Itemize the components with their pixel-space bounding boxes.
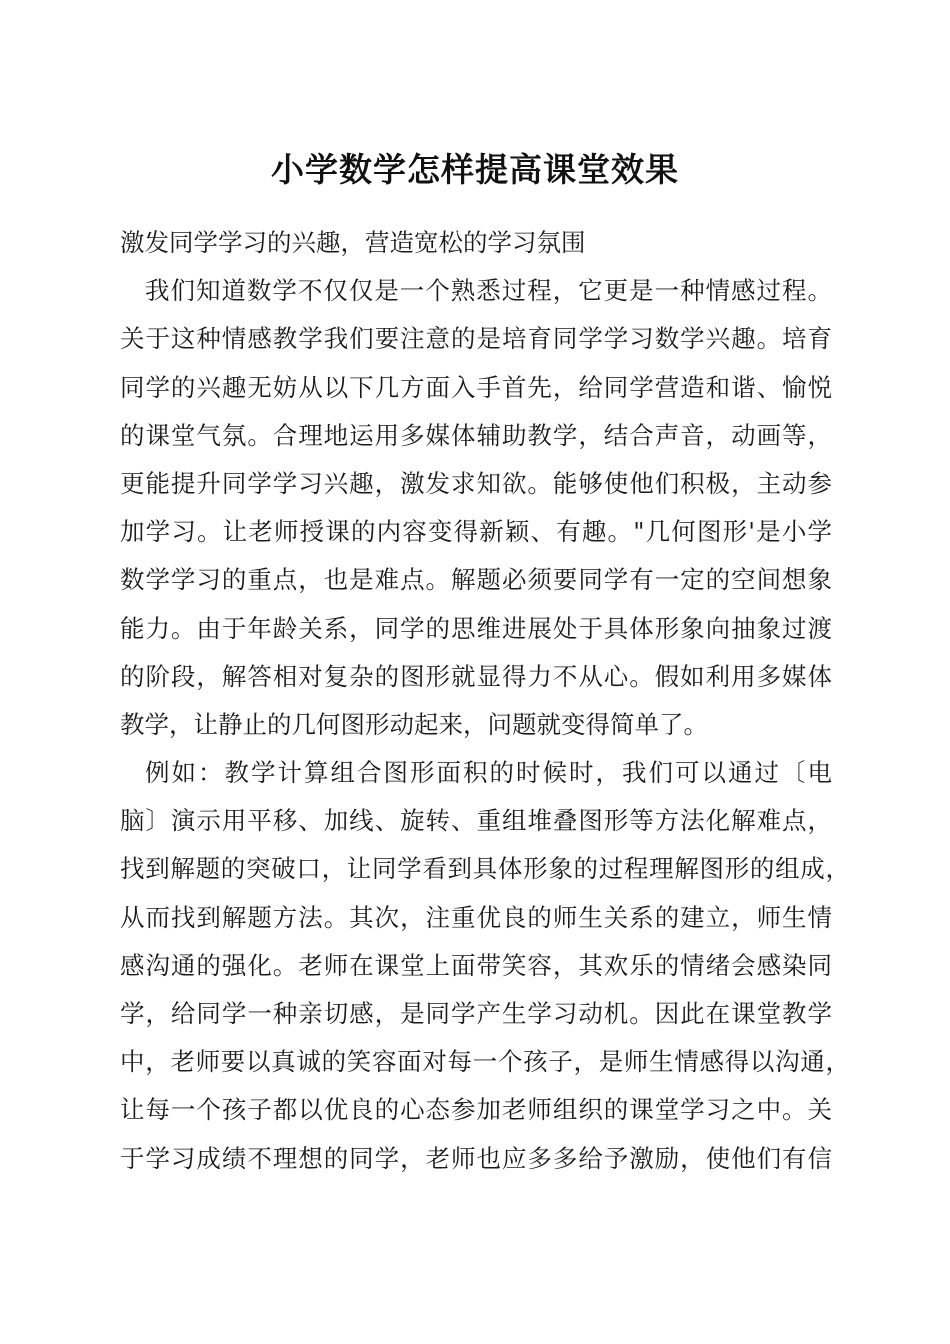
- paragraph-line: 同学的兴趣无妨从以下几方面入手首先，给同学营造和谐、愉悦: [120, 372, 832, 402]
- paragraph-line: 能力。由于年龄关系，同学的思维进展处于具体形象向抽象过渡: [120, 613, 832, 643]
- paragraph-line: 我们知道数学不仅仅是一个熟悉过程，它更是一种情感过程。: [145, 276, 832, 306]
- paragraph-line: 让每一个孩子都以优良的心态参加老师组织的课堂学习之中。关: [120, 1095, 832, 1125]
- paragraph-line: 教学，让静止的几何图形动起来，问题就变得简单了。: [120, 709, 708, 739]
- paragraph-line: 的课堂气氛。合理地运用多媒体辅助教学，结合声音，动画等，: [120, 420, 832, 450]
- paragraph-line: 数学学习的重点，也是难点。解题必须要同学有一定的空间想象: [120, 565, 832, 595]
- paragraph-line: 于学习成绩不理想的同学，老师也应多多给予激励，使他们有信: [120, 1143, 832, 1173]
- document-body: [120, 219, 850, 1183]
- paragraph-line: 从而找到解题方法。其次，注重优良的师生关系的建立，师生情: [120, 902, 832, 932]
- paragraph-line: 加学习。让老师授课的内容变得新颖、有趣。"几何图形'是小学: [120, 517, 832, 547]
- paragraph-line: 例如：教学计算组合图形面积的时候时，我们可以通过〔电: [145, 758, 832, 788]
- section-heading: 激发同学学习的兴趣，营造宽松的学习氛围: [120, 228, 586, 257]
- paragraph-line: 学，给同学一种亲切感，是同学产生学习动机。因此在课堂教学: [120, 999, 832, 1028]
- paragraph-line: 中，老师要以真诚的笑容面对每一个孩子，是师生情感得以沟通，: [120, 1047, 850, 1077]
- paragraph-line: 关于这种情感教学我们要注意的是培育同学学习数学兴趣。培育: [120, 324, 832, 354]
- paragraph-line: 更能提升同学学习兴趣，激发求知欲。能够使他们积极，主动参: [120, 468, 832, 498]
- paragraph-line: 找到解题的突破口，让同学看到具体形象的过程理解图形的组成，: [120, 854, 850, 884]
- document-title: 小学数学怎样提高课堂效果: [271, 150, 679, 189]
- paragraph-line: 感沟通的强化。老师在课堂上面带笑容，其欢乐的情绪会感染同: [120, 950, 832, 980]
- paragraph-line: 脑〕演示用平移、加线、旋转、重组堆叠图形等方法化解难点，: [120, 806, 832, 836]
- paragraph-line: 的阶段，解答相对复杂的图形就显得力不从心。假如利用多媒体: [120, 661, 832, 691]
